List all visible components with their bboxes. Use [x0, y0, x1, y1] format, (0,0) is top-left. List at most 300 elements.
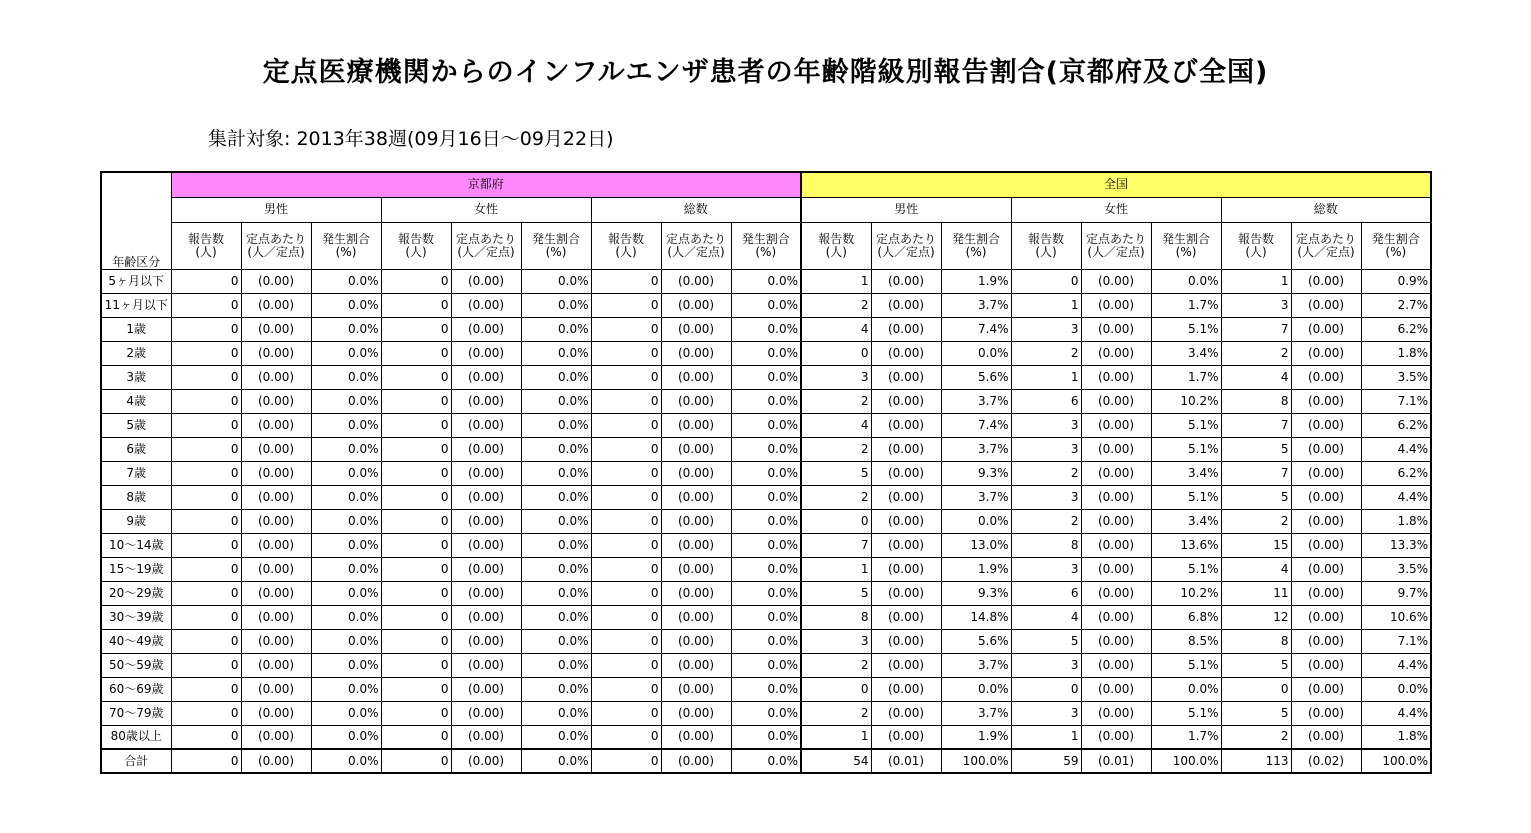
cell-zenkoku-male-per-sentinel: (0.00) [871, 413, 941, 437]
cell-kyoto-total-count: 0 [591, 677, 661, 701]
cell-zenkoku-female-per-sentinel: (0.00) [1081, 653, 1151, 677]
cell-kyoto-male-count: 0 [171, 653, 241, 677]
cell-kyoto-female-count: 0 [381, 389, 451, 413]
cell-kyoto-total-per-sentinel: (0.00) [661, 677, 731, 701]
col-header-per-sentinel: 定点あたり (人／定点) [451, 222, 521, 269]
cell-kyoto-total-per-sentinel: (0.00) [661, 389, 731, 413]
cell-zenkoku-female-count: 1 [1011, 725, 1081, 749]
cell-zenkoku-female-rate: 3.4% [1151, 341, 1221, 365]
age-label: 5ヶ月以下 [101, 269, 171, 293]
cell-zenkoku-female-rate: 5.1% [1151, 437, 1221, 461]
cell-zenkoku-male-rate: 9.3% [941, 581, 1011, 605]
age-label: 20～29歳 [101, 581, 171, 605]
group-header-kyoto-female: 女性 [381, 197, 591, 222]
cell-kyoto-female-count: 0 [381, 485, 451, 509]
cell-kyoto-male-per-sentinel: (0.00) [241, 461, 311, 485]
cell-kyoto-total-rate: 0.0% [731, 365, 801, 389]
cell-zenkoku-total-per-sentinel: (0.00) [1291, 725, 1361, 749]
age-label: 合計 [101, 749, 171, 773]
cell-zenkoku-total-rate: 10.6% [1361, 605, 1431, 629]
cell-zenkoku-female-per-sentinel: (0.00) [1081, 413, 1151, 437]
cell-zenkoku-total-per-sentinel: (0.00) [1291, 413, 1361, 437]
cell-kyoto-male-count: 0 [171, 341, 241, 365]
cell-kyoto-male-per-sentinel: (0.00) [241, 413, 311, 437]
col-header-count: 報告数 (人) [1011, 222, 1081, 269]
age-label: 5歳 [101, 413, 171, 437]
cell-kyoto-total-rate: 0.0% [731, 389, 801, 413]
cell-zenkoku-female-count: 1 [1011, 365, 1081, 389]
age-label: 2歳 [101, 341, 171, 365]
cell-zenkoku-total-rate: 7.1% [1361, 389, 1431, 413]
cell-kyoto-total-rate: 0.0% [731, 485, 801, 509]
cell-kyoto-male-count: 0 [171, 461, 241, 485]
cell-zenkoku-female-count: 3 [1011, 653, 1081, 677]
cell-zenkoku-female-rate: 6.8% [1151, 605, 1221, 629]
cell-zenkoku-male-rate: 3.7% [941, 437, 1011, 461]
cell-zenkoku-male-rate: 7.4% [941, 317, 1011, 341]
cell-zenkoku-female-per-sentinel: (0.00) [1081, 365, 1151, 389]
report-period: 集計対象: 2013年38週(09月16日～09月22日) [208, 128, 614, 150]
cell-kyoto-total-per-sentinel: (0.00) [661, 557, 731, 581]
cell-kyoto-female-rate: 0.0% [521, 461, 591, 485]
page-title: 定点医療機関からのインフルエンザ患者の年齢階級別報告割合(京都府及び全国) [262, 57, 1269, 88]
cell-zenkoku-male-count: 3 [801, 629, 871, 653]
cell-zenkoku-female-per-sentinel: (0.00) [1081, 629, 1151, 653]
cell-kyoto-male-rate: 0.0% [311, 605, 381, 629]
cell-zenkoku-male-count: 3 [801, 365, 871, 389]
cell-zenkoku-male-per-sentinel: (0.00) [871, 725, 941, 749]
cell-zenkoku-total-count: 1 [1221, 269, 1291, 293]
cell-kyoto-total-count: 0 [591, 413, 661, 437]
region-header-zenkoku: 全国 [801, 172, 1431, 197]
cell-kyoto-total-per-sentinel: (0.00) [661, 317, 731, 341]
cell-zenkoku-total-rate: 4.4% [1361, 653, 1431, 677]
cell-zenkoku-total-per-sentinel: (0.00) [1291, 581, 1361, 605]
col-header-per-sentinel: 定点あたり (人／定点) [871, 222, 941, 269]
table-row [101, 461, 1431, 485]
group-header-zenkoku-male: 男性 [801, 197, 1011, 222]
cell-kyoto-total-rate: 0.0% [731, 413, 801, 437]
cell-zenkoku-male-rate: 0.0% [941, 341, 1011, 365]
cell-zenkoku-female-rate: 10.2% [1151, 389, 1221, 413]
cell-zenkoku-total-count: 3 [1221, 293, 1291, 317]
table-row [101, 725, 1431, 749]
cell-kyoto-female-count: 0 [381, 749, 451, 773]
cell-zenkoku-male-rate: 5.6% [941, 629, 1011, 653]
age-label: 70～79歳 [101, 701, 171, 725]
cell-kyoto-male-rate: 0.0% [311, 413, 381, 437]
cell-zenkoku-female-rate: 8.5% [1151, 629, 1221, 653]
table-row [101, 413, 1431, 437]
cell-kyoto-total-count: 0 [591, 365, 661, 389]
cell-zenkoku-male-per-sentinel: (0.00) [871, 533, 941, 557]
cell-kyoto-total-count: 0 [591, 269, 661, 293]
cell-kyoto-female-rate: 0.0% [521, 725, 591, 749]
cell-kyoto-male-count: 0 [171, 725, 241, 749]
cell-kyoto-male-count: 0 [171, 293, 241, 317]
table-row [101, 389, 1431, 413]
cell-kyoto-female-per-sentinel: (0.00) [451, 389, 521, 413]
cell-kyoto-total-rate: 0.0% [731, 725, 801, 749]
cell-zenkoku-male-count: 0 [801, 677, 871, 701]
cell-zenkoku-total-rate: 0.9% [1361, 269, 1431, 293]
cell-kyoto-male-rate: 0.0% [311, 389, 381, 413]
age-label: 50～59歳 [101, 653, 171, 677]
cell-zenkoku-female-rate: 1.7% [1151, 365, 1221, 389]
cell-zenkoku-male-count: 2 [801, 389, 871, 413]
cell-kyoto-female-per-sentinel: (0.00) [451, 605, 521, 629]
cell-zenkoku-male-rate: 100.0% [941, 749, 1011, 773]
cell-zenkoku-total-count: 5 [1221, 485, 1291, 509]
cell-zenkoku-total-count: 12 [1221, 605, 1291, 629]
cell-zenkoku-total-per-sentinel: (0.00) [1291, 341, 1361, 365]
table-row [101, 269, 1431, 293]
cell-zenkoku-total-per-sentinel: (0.00) [1291, 389, 1361, 413]
cell-kyoto-female-rate: 0.0% [521, 413, 591, 437]
cell-kyoto-male-rate: 0.0% [311, 629, 381, 653]
cell-kyoto-female-rate: 0.0% [521, 365, 591, 389]
cell-kyoto-male-per-sentinel: (0.00) [241, 317, 311, 341]
col-header-per-sentinel: 定点あたり (人／定点) [1081, 222, 1151, 269]
cell-zenkoku-female-count: 6 [1011, 389, 1081, 413]
cell-kyoto-female-per-sentinel: (0.00) [451, 749, 521, 773]
cell-zenkoku-total-per-sentinel: (0.00) [1291, 701, 1361, 725]
age-distribution-table [100, 171, 1432, 774]
cell-kyoto-total-count: 0 [591, 701, 661, 725]
cell-kyoto-female-count: 0 [381, 533, 451, 557]
cell-kyoto-total-rate: 0.0% [731, 461, 801, 485]
cell-zenkoku-male-count: 5 [801, 581, 871, 605]
cell-zenkoku-female-per-sentinel: (0.01) [1081, 749, 1151, 773]
cell-kyoto-male-count: 0 [171, 677, 241, 701]
cell-kyoto-female-count: 0 [381, 293, 451, 317]
cell-zenkoku-male-count: 2 [801, 293, 871, 317]
cell-kyoto-male-per-sentinel: (0.00) [241, 437, 311, 461]
table-row [101, 341, 1431, 365]
age-label: 80歳以上 [101, 725, 171, 749]
cell-zenkoku-male-per-sentinel: (0.00) [871, 461, 941, 485]
cell-kyoto-male-count: 0 [171, 413, 241, 437]
table-row [101, 485, 1431, 509]
col-header-count: 報告数 (人) [591, 222, 661, 269]
cell-kyoto-total-per-sentinel: (0.00) [661, 293, 731, 317]
cell-kyoto-male-count: 0 [171, 365, 241, 389]
cell-zenkoku-female-rate: 10.2% [1151, 581, 1221, 605]
region-header-kyoto: 京都府 [171, 172, 801, 197]
cell-zenkoku-total-per-sentinel: (0.00) [1291, 437, 1361, 461]
cell-kyoto-total-rate: 0.0% [731, 701, 801, 725]
cell-zenkoku-female-rate: 3.4% [1151, 461, 1221, 485]
col-header-rate: 発生割合 (%) [1151, 222, 1221, 269]
cell-kyoto-male-rate: 0.0% [311, 581, 381, 605]
cell-zenkoku-total-per-sentinel: (0.00) [1291, 533, 1361, 557]
cell-kyoto-male-count: 0 [171, 629, 241, 653]
cell-zenkoku-female-count: 2 [1011, 461, 1081, 485]
cell-kyoto-total-per-sentinel: (0.00) [661, 461, 731, 485]
cell-kyoto-male-rate: 0.0% [311, 509, 381, 533]
cell-zenkoku-male-per-sentinel: (0.00) [871, 317, 941, 341]
cell-zenkoku-male-per-sentinel: (0.00) [871, 389, 941, 413]
age-category-header: 年齢区分 [101, 172, 171, 269]
cell-kyoto-female-rate: 0.0% [521, 557, 591, 581]
col-header-rate: 発生割合 (%) [941, 222, 1011, 269]
cell-zenkoku-male-per-sentinel: (0.00) [871, 701, 941, 725]
cell-kyoto-total-per-sentinel: (0.00) [661, 533, 731, 557]
cell-zenkoku-total-rate: 2.7% [1361, 293, 1431, 317]
cell-kyoto-female-count: 0 [381, 605, 451, 629]
cell-zenkoku-female-rate: 5.1% [1151, 485, 1221, 509]
col-header-per-sentinel: 定点あたり (人／定点) [241, 222, 311, 269]
cell-kyoto-total-per-sentinel: (0.00) [661, 749, 731, 773]
cell-kyoto-total-count: 0 [591, 317, 661, 341]
cell-zenkoku-male-count: 54 [801, 749, 871, 773]
cell-zenkoku-female-per-sentinel: (0.00) [1081, 317, 1151, 341]
age-label: 8歳 [101, 485, 171, 509]
cell-kyoto-female-rate: 0.0% [521, 341, 591, 365]
cell-kyoto-total-per-sentinel: (0.00) [661, 269, 731, 293]
cell-zenkoku-total-rate: 1.8% [1361, 725, 1431, 749]
age-label: 4歳 [101, 389, 171, 413]
cell-kyoto-total-per-sentinel: (0.00) [661, 485, 731, 509]
cell-kyoto-female-rate: 0.0% [521, 677, 591, 701]
cell-zenkoku-female-rate: 5.1% [1151, 701, 1221, 725]
cell-zenkoku-female-per-sentinel: (0.00) [1081, 605, 1151, 629]
cell-zenkoku-male-per-sentinel: (0.00) [871, 437, 941, 461]
cell-zenkoku-male-count: 2 [801, 653, 871, 677]
cell-zenkoku-total-count: 5 [1221, 437, 1291, 461]
cell-kyoto-female-per-sentinel: (0.00) [451, 485, 521, 509]
cell-kyoto-female-per-sentinel: (0.00) [451, 581, 521, 605]
cell-kyoto-female-count: 0 [381, 725, 451, 749]
cell-zenkoku-total-count: 15 [1221, 533, 1291, 557]
cell-zenkoku-female-per-sentinel: (0.00) [1081, 293, 1151, 317]
cell-kyoto-female-per-sentinel: (0.00) [451, 269, 521, 293]
cell-kyoto-female-per-sentinel: (0.00) [451, 293, 521, 317]
cell-kyoto-female-rate: 0.0% [521, 533, 591, 557]
table-row [101, 605, 1431, 629]
cell-zenkoku-female-rate: 0.0% [1151, 677, 1221, 701]
cell-zenkoku-total-per-sentinel: (0.00) [1291, 653, 1361, 677]
cell-kyoto-total-per-sentinel: (0.00) [661, 701, 731, 725]
group-header-zenkoku-female: 女性 [1011, 197, 1221, 222]
cell-kyoto-female-count: 0 [381, 269, 451, 293]
cell-zenkoku-total-per-sentinel: (0.00) [1291, 269, 1361, 293]
cell-kyoto-total-rate: 0.0% [731, 317, 801, 341]
cell-kyoto-total-rate: 0.0% [731, 629, 801, 653]
cell-kyoto-total-rate: 0.0% [731, 557, 801, 581]
cell-kyoto-male-rate: 0.0% [311, 269, 381, 293]
table-row [101, 557, 1431, 581]
cell-zenkoku-female-count: 59 [1011, 749, 1081, 773]
col-header-rate: 発生割合 (%) [731, 222, 801, 269]
cell-zenkoku-total-per-sentinel: (0.00) [1291, 509, 1361, 533]
cell-zenkoku-female-count: 4 [1011, 605, 1081, 629]
cell-kyoto-female-rate: 0.0% [521, 749, 591, 773]
cell-zenkoku-female-per-sentinel: (0.00) [1081, 461, 1151, 485]
cell-zenkoku-total-rate: 1.8% [1361, 341, 1431, 365]
cell-kyoto-male-per-sentinel: (0.00) [241, 605, 311, 629]
cell-kyoto-total-count: 0 [591, 341, 661, 365]
table-row [101, 293, 1431, 317]
cell-zenkoku-total-per-sentinel: (0.00) [1291, 557, 1361, 581]
cell-zenkoku-male-rate: 1.9% [941, 725, 1011, 749]
cell-zenkoku-female-per-sentinel: (0.00) [1081, 437, 1151, 461]
cell-kyoto-total-rate: 0.0% [731, 293, 801, 317]
cell-kyoto-female-rate: 0.0% [521, 389, 591, 413]
cell-zenkoku-total-per-sentinel: (0.02) [1291, 749, 1361, 773]
age-label: 9歳 [101, 509, 171, 533]
cell-kyoto-total-count: 0 [591, 437, 661, 461]
cell-kyoto-male-per-sentinel: (0.00) [241, 581, 311, 605]
cell-zenkoku-female-per-sentinel: (0.00) [1081, 581, 1151, 605]
cell-zenkoku-total-rate: 9.7% [1361, 581, 1431, 605]
cell-kyoto-total-rate: 0.0% [731, 581, 801, 605]
cell-kyoto-male-count: 0 [171, 749, 241, 773]
cell-kyoto-male-per-sentinel: (0.00) [241, 389, 311, 413]
cell-zenkoku-female-per-sentinel: (0.00) [1081, 389, 1151, 413]
cell-zenkoku-male-count: 1 [801, 725, 871, 749]
cell-kyoto-female-per-sentinel: (0.00) [451, 317, 521, 341]
cell-zenkoku-total-rate: 1.8% [1361, 509, 1431, 533]
cell-kyoto-female-rate: 0.0% [521, 605, 591, 629]
cell-kyoto-male-rate: 0.0% [311, 701, 381, 725]
cell-kyoto-male-count: 0 [171, 269, 241, 293]
cell-kyoto-male-per-sentinel: (0.00) [241, 725, 311, 749]
cell-kyoto-female-rate: 0.0% [521, 269, 591, 293]
cell-kyoto-female-per-sentinel: (0.00) [451, 557, 521, 581]
cell-kyoto-male-count: 0 [171, 437, 241, 461]
cell-kyoto-male-rate: 0.0% [311, 653, 381, 677]
cell-zenkoku-total-count: 5 [1221, 701, 1291, 725]
cell-kyoto-male-per-sentinel: (0.00) [241, 533, 311, 557]
cell-zenkoku-female-count: 8 [1011, 533, 1081, 557]
cell-kyoto-female-count: 0 [381, 461, 451, 485]
cell-kyoto-total-per-sentinel: (0.00) [661, 365, 731, 389]
cell-kyoto-male-count: 0 [171, 317, 241, 341]
cell-kyoto-total-per-sentinel: (0.00) [661, 581, 731, 605]
cell-zenkoku-total-count: 7 [1221, 461, 1291, 485]
cell-zenkoku-male-per-sentinel: (0.00) [871, 653, 941, 677]
cell-zenkoku-male-count: 0 [801, 341, 871, 365]
cell-zenkoku-male-rate: 13.0% [941, 533, 1011, 557]
age-label: 30～39歳 [101, 605, 171, 629]
cell-zenkoku-total-count: 8 [1221, 389, 1291, 413]
cell-kyoto-total-per-sentinel: (0.00) [661, 653, 731, 677]
table-row [101, 509, 1431, 533]
cell-zenkoku-male-per-sentinel: (0.00) [871, 605, 941, 629]
col-header-per-sentinel: 定点あたり (人／定点) [661, 222, 731, 269]
cell-kyoto-female-count: 0 [381, 629, 451, 653]
cell-zenkoku-male-rate: 3.7% [941, 701, 1011, 725]
cell-kyoto-male-rate: 0.0% [311, 677, 381, 701]
cell-zenkoku-male-per-sentinel: (0.00) [871, 509, 941, 533]
cell-zenkoku-male-per-sentinel: (0.00) [871, 341, 941, 365]
cell-kyoto-male-per-sentinel: (0.00) [241, 509, 311, 533]
cell-kyoto-female-per-sentinel: (0.00) [451, 725, 521, 749]
cell-kyoto-male-rate: 0.0% [311, 533, 381, 557]
cell-zenkoku-total-count: 7 [1221, 413, 1291, 437]
cell-zenkoku-male-count: 7 [801, 533, 871, 557]
cell-kyoto-male-count: 0 [171, 701, 241, 725]
cell-zenkoku-total-rate: 4.4% [1361, 437, 1431, 461]
cell-kyoto-male-rate: 0.0% [311, 437, 381, 461]
cell-kyoto-female-rate: 0.0% [521, 485, 591, 509]
table-row [101, 437, 1431, 461]
cell-kyoto-male-rate: 0.0% [311, 317, 381, 341]
cell-zenkoku-female-rate: 1.7% [1151, 725, 1221, 749]
cell-kyoto-male-rate: 0.0% [311, 293, 381, 317]
cell-kyoto-female-rate: 0.0% [521, 509, 591, 533]
cell-zenkoku-total-per-sentinel: (0.00) [1291, 365, 1361, 389]
cell-zenkoku-total-rate: 7.1% [1361, 629, 1431, 653]
cell-zenkoku-female-per-sentinel: (0.00) [1081, 677, 1151, 701]
cell-zenkoku-total-rate: 100.0% [1361, 749, 1431, 773]
cell-kyoto-total-per-sentinel: (0.00) [661, 725, 731, 749]
cell-zenkoku-total-per-sentinel: (0.00) [1291, 485, 1361, 509]
cell-zenkoku-total-rate: 3.5% [1361, 557, 1431, 581]
col-header-rate: 発生割合 (%) [311, 222, 381, 269]
cell-kyoto-female-count: 0 [381, 317, 451, 341]
age-label: 15～19歳 [101, 557, 171, 581]
cell-kyoto-male-per-sentinel: (0.00) [241, 341, 311, 365]
cell-kyoto-female-count: 0 [381, 701, 451, 725]
cell-zenkoku-total-rate: 6.2% [1361, 317, 1431, 341]
cell-kyoto-total-rate: 0.0% [731, 341, 801, 365]
cell-kyoto-female-count: 0 [381, 341, 451, 365]
cell-zenkoku-male-rate: 1.9% [941, 269, 1011, 293]
cell-kyoto-total-count: 0 [591, 725, 661, 749]
age-label: 6歳 [101, 437, 171, 461]
table-row [101, 701, 1431, 725]
cell-kyoto-male-rate: 0.0% [311, 485, 381, 509]
table-row [101, 581, 1431, 605]
cell-kyoto-female-per-sentinel: (0.00) [451, 533, 521, 557]
cell-kyoto-male-per-sentinel: (0.00) [241, 269, 311, 293]
cell-kyoto-male-count: 0 [171, 485, 241, 509]
cell-kyoto-male-count: 0 [171, 557, 241, 581]
cell-zenkoku-female-rate: 5.1% [1151, 557, 1221, 581]
cell-kyoto-male-per-sentinel: (0.00) [241, 557, 311, 581]
cell-zenkoku-male-count: 0 [801, 509, 871, 533]
cell-zenkoku-total-per-sentinel: (0.00) [1291, 461, 1361, 485]
cell-kyoto-total-per-sentinel: (0.00) [661, 341, 731, 365]
cell-kyoto-total-rate: 0.0% [731, 677, 801, 701]
col-header-count: 報告数 (人) [171, 222, 241, 269]
cell-kyoto-female-rate: 0.0% [521, 653, 591, 677]
cell-kyoto-female-rate: 0.0% [521, 437, 591, 461]
cell-kyoto-total-rate: 0.0% [731, 653, 801, 677]
cell-kyoto-male-rate: 0.0% [311, 365, 381, 389]
cell-kyoto-male-per-sentinel: (0.00) [241, 677, 311, 701]
cell-zenkoku-male-rate: 3.7% [941, 485, 1011, 509]
cell-zenkoku-female-rate: 13.6% [1151, 533, 1221, 557]
cell-zenkoku-total-rate: 4.4% [1361, 485, 1431, 509]
cell-kyoto-female-per-sentinel: (0.00) [451, 365, 521, 389]
cell-kyoto-male-rate: 0.0% [311, 557, 381, 581]
cell-zenkoku-total-count: 11 [1221, 581, 1291, 605]
cell-kyoto-female-count: 0 [381, 557, 451, 581]
col-header-count: 報告数 (人) [381, 222, 451, 269]
cell-kyoto-male-per-sentinel: (0.00) [241, 629, 311, 653]
age-label: 40～49歳 [101, 629, 171, 653]
cell-kyoto-female-count: 0 [381, 509, 451, 533]
cell-zenkoku-total-count: 4 [1221, 557, 1291, 581]
cell-kyoto-total-count: 0 [591, 629, 661, 653]
cell-zenkoku-total-per-sentinel: (0.00) [1291, 629, 1361, 653]
cell-zenkoku-total-rate: 3.5% [1361, 365, 1431, 389]
cell-kyoto-female-count: 0 [381, 653, 451, 677]
cell-zenkoku-female-count: 1 [1011, 293, 1081, 317]
